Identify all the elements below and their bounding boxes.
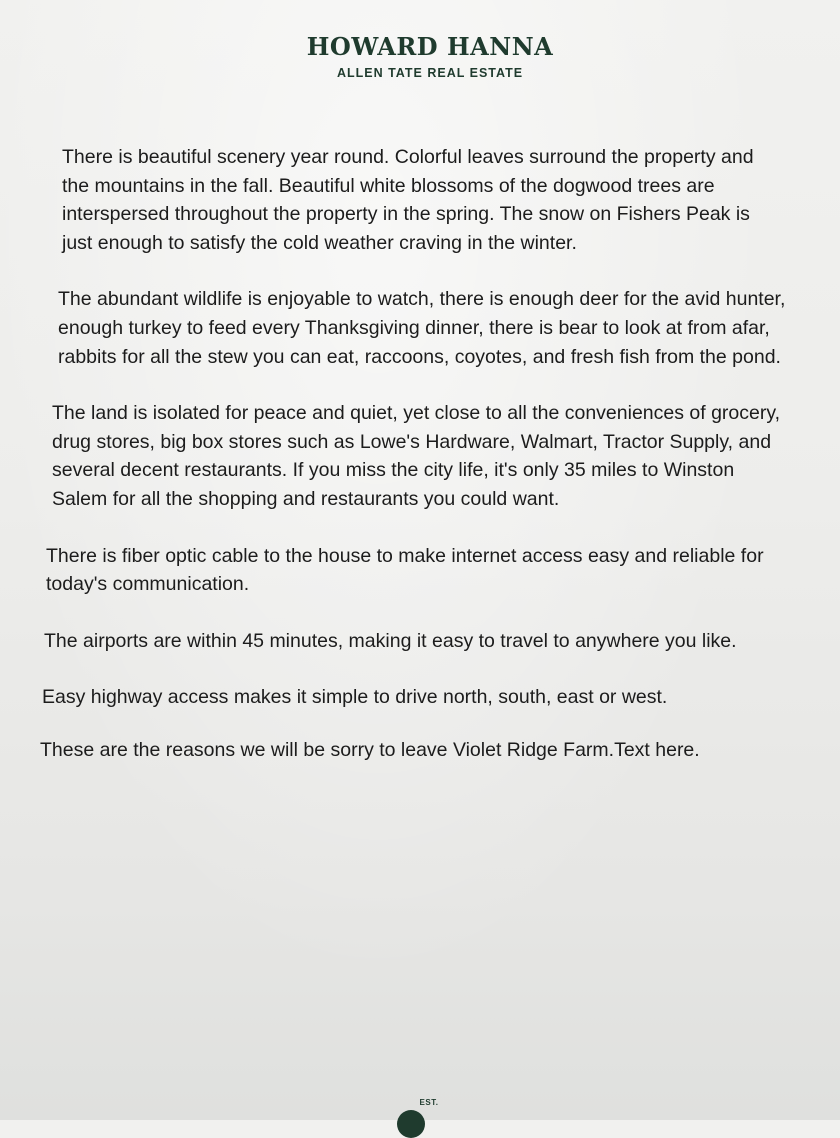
footer-mark [0,1098,840,1107]
letterhead [0,32,840,80]
seal-logo-icon [397,1110,425,1138]
est-label: EST. [419,1098,439,1107]
paragraph-conveniences: The land is isolated for peace and quiet, yet close to all the conveniences of grocery, drug stores, big box stores such as Lowe's Hardware, Walmart, Tractor Supply, and several decent restaurants. If you miss the city life, it's only 35 miles to Winston Salem for all the shopping and restaurants you could want. [52,402,781,510]
paragraph-closing: These are the reasons we will be sorry to leave Violet Ridge Farm.Text here. [40,738,700,761]
paragraph-wildlife: The abundant wildlife is enjoyable to watch, there is enough deer for the avid hunter, enough turkey to feed every Thanksgiving dinner, there is bear to look at from afar, rabbits for all the stew you can eat, raccoons, coyotes, and fresh fish from the pond. [58,288,786,368]
paragraph-internet: There is fiber optic cable to the house to make internet access easy and reliable for today's communication. [46,544,764,596]
brand-name: HOWARD HANNA [306,32,554,61]
paragraph-airports: The airports are within 45 minutes, making it easy to travel to anywhere you like. [44,629,737,652]
brand-subtitle: ALLEN TATE REAL ESTATE [336,66,524,80]
letter-body [40,143,800,793]
paragraph-scenery: There is beautiful scenery year round. Colorful leaves surround the property and the mountains in the fall. Beautiful white blossoms of the dogwood trees are interspersed throughout the property in the spring. The snow on Fishers Peak is just enough to satisfy the cold weather craving in the winter. [62,146,754,254]
paragraph-highway: Easy highway access makes it simple to drive north, south, east or west. [42,686,668,709]
